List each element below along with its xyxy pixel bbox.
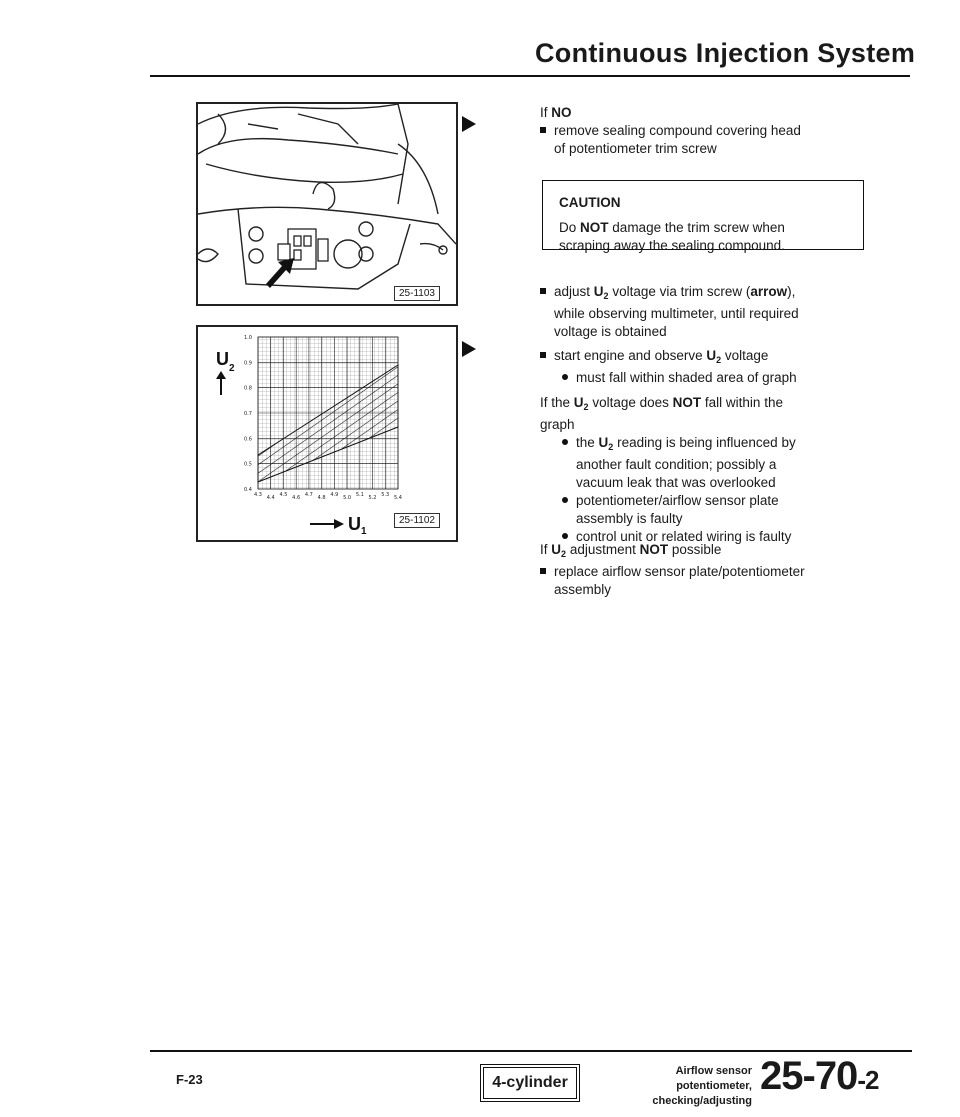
page-ref: F-23 — [176, 1072, 203, 1087]
list-item-remove — [540, 122, 870, 158]
list-item-adjust: adjust $U_2$ voltage via trim screw (arrow), while observing multimeter, until required voltage is obtained — [540, 283, 870, 341]
y-axis-label-sub: 2 — [229, 363, 235, 374]
u2-u1-chart — [198, 327, 456, 540]
x-tick-label: 5.4 — [394, 495, 402, 501]
y-tick-label: 0.4 — [244, 487, 252, 493]
caution-box — [542, 180, 864, 253]
footer-rule — [150, 1050, 912, 1052]
pointer-arrow-icon-2 — [462, 341, 476, 357]
trim-screw-drawing — [198, 104, 456, 304]
remove-line1: remove sealing compound covering head — [554, 123, 801, 138]
footer-description: Airflow sensor potentiometer, checking/adjusting — [652, 1065, 752, 1107]
graph-figure-code: 25-1102 — [394, 513, 440, 528]
list-subitem-reading: the $U_2$ reading is being influenced by another fault condition; possibly a vacuum leak that was overlooked — [540, 434, 870, 492]
y-tick-label: 0.8 — [244, 385, 252, 392]
x-tick-label: 5.1 — [355, 492, 364, 498]
step-if-no — [540, 104, 870, 158]
caution-heading: CAUTION — [559, 195, 621, 210]
step-adjust — [540, 283, 870, 341]
header-rule — [150, 75, 910, 77]
list-subitem-potentiometer: potentiometer/airflow sensor plate assembly is faulty — [540, 492, 870, 528]
x-tick-label: 4.5 — [279, 492, 288, 498]
x-tick-label: 4.6 — [292, 495, 301, 501]
step-if-not-within: If the $U_2$ voltage does NOT fall within the graph the $U_2$ reading is being influenced by another fault condition; possibly a vacuum leak that was overlooked potentiometer/airflow sensor plate assembly is faulty control unit or related wiring is faulty — [540, 394, 870, 546]
square-bullet-icon — [540, 288, 546, 294]
text-if: If — [540, 105, 548, 120]
text-no: NO — [551, 105, 572, 120]
x-axis-label-sub: 1 — [361, 526, 367, 537]
figure-u2-graph — [196, 325, 458, 542]
list-item-replace: replace airflow sensor plate/potentiometer assembly — [540, 563, 870, 599]
caution-body: Do NOT damage the trim screw when scraping away the sealing compound. — [559, 220, 785, 253]
figure-code: 25-1103 — [394, 286, 440, 301]
variant-badge: 4-cylinder — [480, 1064, 580, 1102]
x-tick-label: 5.2 — [368, 495, 377, 501]
pointer-arrow-icon — [462, 116, 476, 132]
round-bullet-icon — [562, 533, 568, 539]
x-tick-label: 4.4 — [266, 495, 275, 501]
round-bullet-icon — [562, 374, 568, 380]
page-title: Continuous Injection System — [535, 38, 916, 68]
x-tick-label: 5.0 — [343, 495, 352, 501]
list-subitem-must-fall: must fall within shaded area of graph — [540, 369, 870, 387]
figure-trim-screw — [196, 102, 458, 306]
x-tick-label: 4.8 — [317, 495, 326, 501]
remove-line2: of potentiometer trim screw — [554, 141, 717, 156]
x-axis-label: U — [348, 514, 361, 534]
x-tick-label: 4.9 — [330, 492, 339, 498]
round-bullet-icon — [562, 497, 568, 503]
y-axis-label: U — [216, 349, 229, 369]
square-bullet-icon — [540, 568, 546, 574]
list-item-start: start engine and observe $U_2$ voltage — [540, 347, 870, 369]
x-tick-label: 4.7 — [304, 492, 313, 498]
step-if-adjust-not-possible: If $U_2$ adjustment NOT possible replace airflow sensor plate/potentiometer assembly — [540, 541, 870, 599]
square-bullet-icon — [540, 127, 546, 133]
y-tick-label: 0.6 — [244, 436, 252, 443]
y-tick-label: 0.7 — [244, 411, 252, 417]
step-start-engine — [540, 347, 870, 387]
y-tick-label: 0.5 — [244, 461, 252, 468]
x-tick-label: 4.3 — [254, 492, 262, 498]
square-bullet-icon — [540, 352, 546, 358]
round-bullet-icon — [562, 439, 568, 445]
arrow-icon — [266, 258, 294, 288]
list-subitem-control-unit: control unit or related wiring is faulty — [540, 528, 870, 546]
x-tick-label: 5.3 — [381, 492, 390, 498]
y-tick-label: 1.0 — [244, 335, 252, 341]
section-number: 25-70-2 — [760, 1054, 879, 1098]
y-tick-label: 0.9 — [244, 360, 252, 367]
